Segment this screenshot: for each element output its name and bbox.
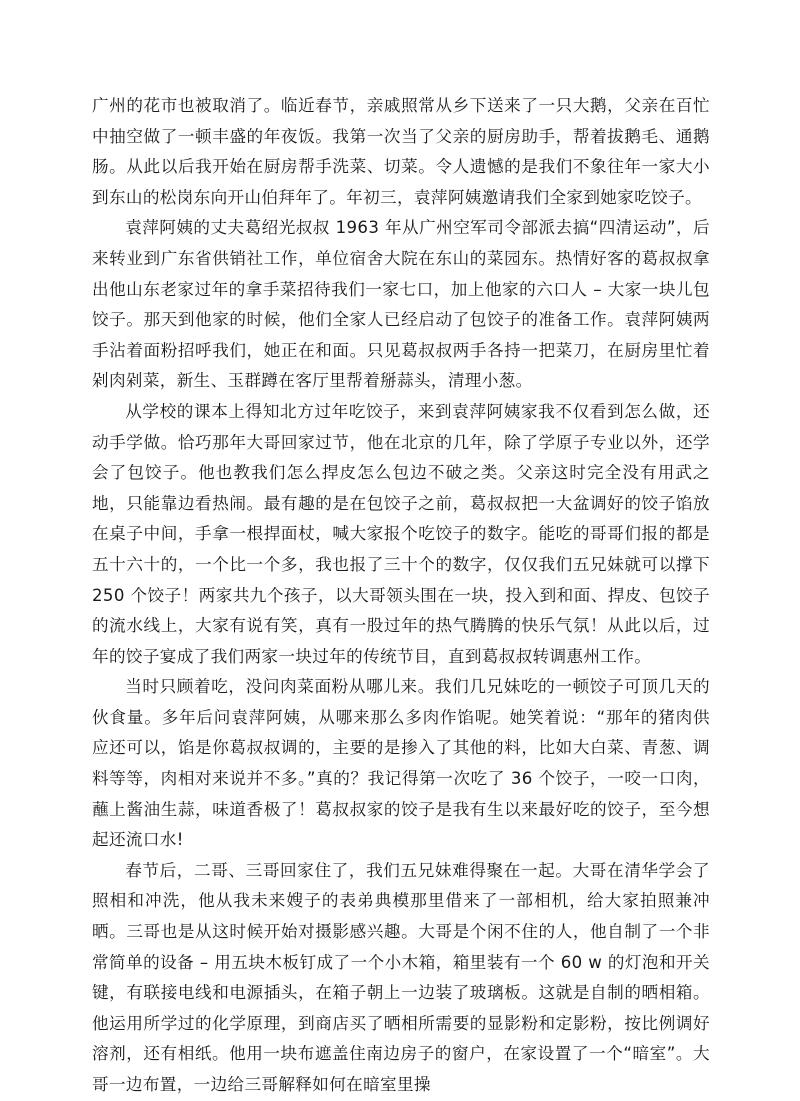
paragraph-2: 袁萍阿姨的丈夫葛绍光叔叔 1963 年从广州空军司令部派去搞“四清运动”，后来转业到广东省供销社工作，单位宿舍大院在东山的菜园东。热情好客的葛叔叔拿出他山东老家过年的拿手菜招待我们一家七口，加上他家的六口人 – 大家一块儿包饺子。那天到他家的时候，他们全家人已经启动了包饺子的准备工作。袁萍阿姨两手沾着面粉招呼我们，她正在和面。只见葛叔叔两手各持一把菜刀，在厨房里忙着剁肉剁菜，新生、玉群蹲在客厅里帮着掰蒜头，清理小葱。 (92, 218, 710, 391)
paragraph-5: 春节后，二哥、三哥回家住了，我们五兄妹难得聚在一起。大哥在清华学会了照相和冲洗，他从我未来嫂子的表弟典模那里借来了一部相机，给大家拍照兼冲晒。三哥也是从这时候开始对摄影感兴趣。大哥是个闲不住的人，他自制了一个非常简单的设备 – 用五块木板钉成了一个小木箱，箱里装有一个 60 w 的灯泡和开关键，有联接电线和电源插头，在箱子朝上一边装了玻璃板。这就是自制的晒相箱。他运用所学过的化学原理，到商店买了晒相所需要的显影粉和定影粉，按比例调好溶剂，还有相纸。他用一块布遮盖住南边房子的窗户，在家设置了一个“暗室”。大哥一边布置，一边给三哥解释如何在暗室里操 (92, 860, 710, 1094)
paragraph-3: 从学校的课本上得知北方过年吃饺子，来到袁萍阿姨家我不仅看到怎么做，还动手学做。恰巧那年大哥回家过节，他在北京的几年，除了学原子专业以外，还学会了包饺子。他也教我们怎么捍皮怎么包边不破之类。父亲这时完全没有用武之地，只能靠边看热闹。最有趣的是在包饺子之前，葛叔叔把一大盆调好的饺子馅放在桌子中间，手拿一根捍面杖，喊大家报个吃饺子的数字。能吃的哥哥们报的都是五十六十的，一个比一个多，我也报了三十个的数字，仅仅我们五兄妹就可以撑下 250 个饺子！两家共九个孩子，以大哥领头围在一块，投入到和面、捍皮、包饺子的流水线上，大家有说有笑，真有一股过年的热气腾腾的快乐气氛！从此以后，过年的饺子宴成了我们两家一块过年的传统节目，直到葛叔叔转调惠州工作。 (92, 401, 710, 666)
paragraph-4: 当时只顾着吃，没问肉菜面粉从哪儿来。我们几兄妹吃的一顿饺子可顶几天的伙食量。多年后问袁萍阿姨，从哪来那么多肉作馅呢。她笑着说：“那年的猪肉供应还可以，馅是你葛叔叔调的，主要的是掺入了其他的料，比如大白菜、青葱、调料等等，肉相对来说并不多。”真的？我记得第一次吃了 36 个饺子，一咬一口肉，蘸上酱油生蒜，味道香极了！葛叔叔家的饺子是我有生以来最好吃的饺子，至今想起还流口水! (92, 677, 710, 850)
document-page (92, 91, 710, 1101)
paragraph-1: 广州的花市也被取消了。临近春节，亲戚照常从乡下送来了一只大鹅，父亲在百忙中抽空做了一顿丰盛的年夜饭。我第一次当了父亲的厨房助手，帮着拔鹅毛、通鹅肠。从此以后我开始在厨房帮手洗菜、切菜。令人遗憾的是我们不象往年一家大小到东山的松岗东向开山伯拜年了。年初三，袁萍阿姨邀请我们全家到她家吃饺子。 (92, 96, 710, 207)
